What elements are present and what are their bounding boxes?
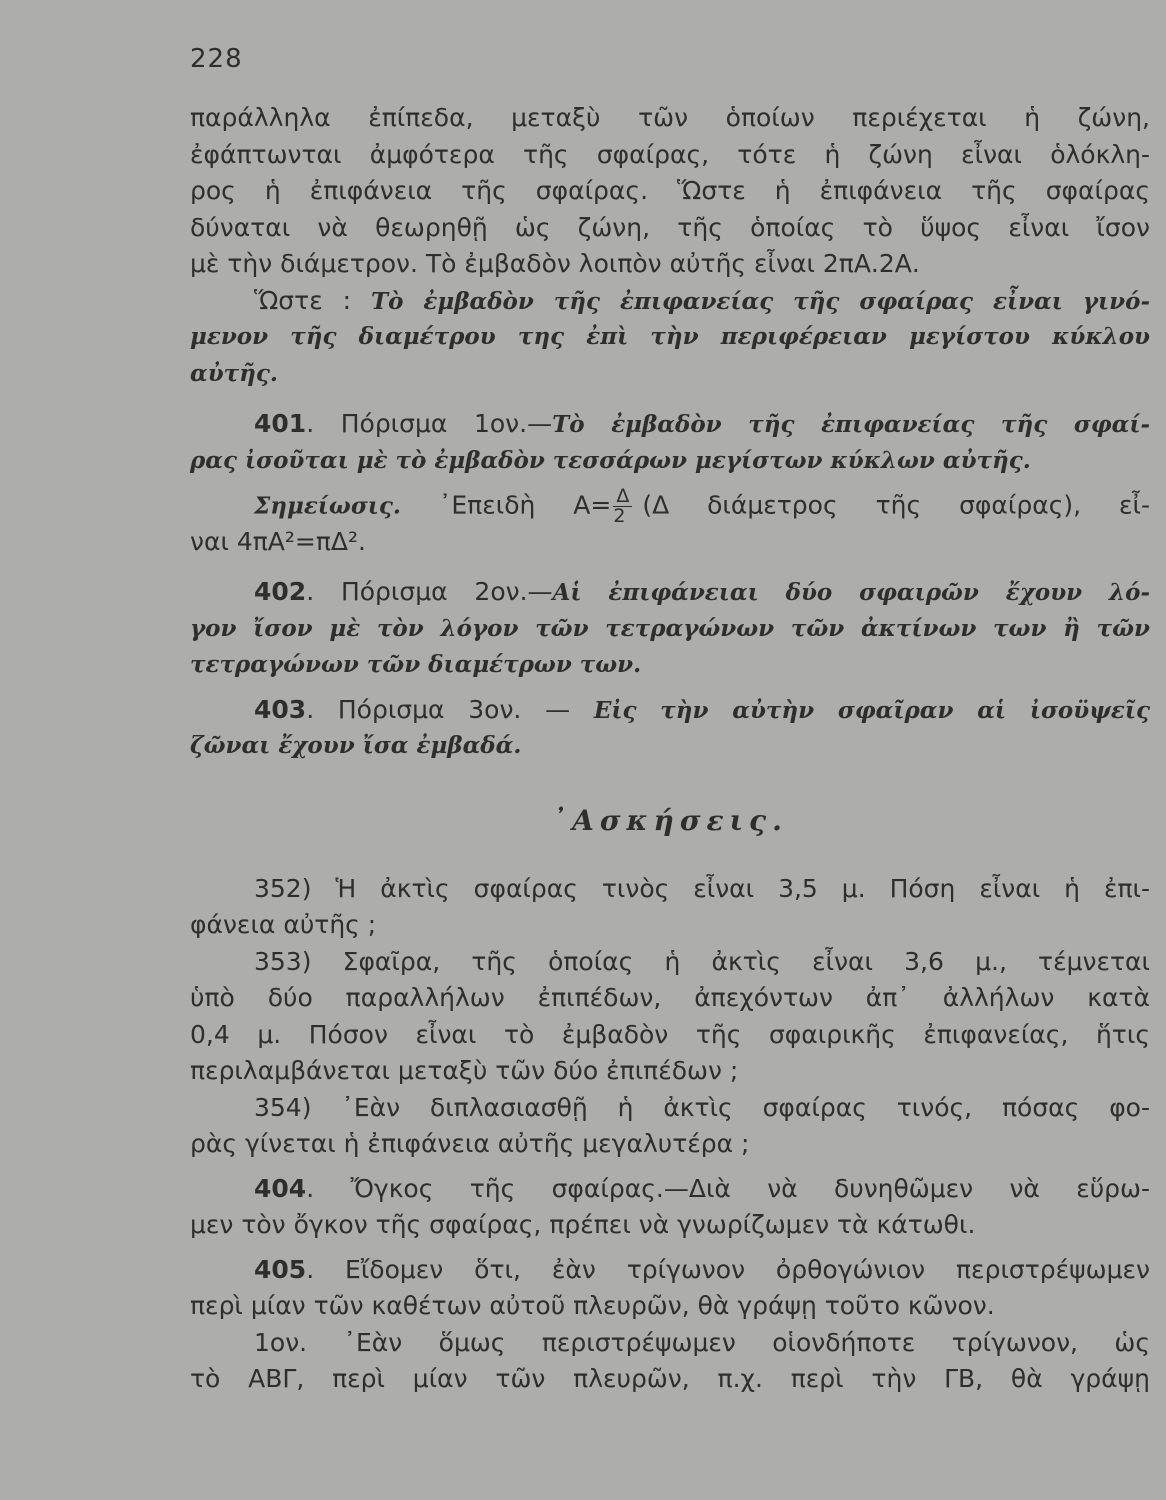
text-line [190, 574, 1150, 611]
corollary-statement: Αἱ ἐπιφάνειαι δύο σφαιρῶν ἔχουν λό- [552, 579, 1150, 606]
text-line [190, 692, 1150, 729]
conclusion-italic: μενον τῆς διαμέτρου της ἐπὶ τὴν περιφέρειαν μεγίστου κύκλου [190, 323, 1150, 350]
paragraph-number: 405 [254, 1254, 307, 1284]
note-text: ᾿Επειδὴ Α= [400, 490, 612, 520]
exercises-heading: ᾿Ασκήσεις. [552, 803, 788, 837]
section-405 [190, 1252, 1150, 1398]
text-line [190, 1171, 1150, 1208]
page-number: 228 [190, 44, 243, 74]
corollary-statement: ζῶναι ἔχουν ἴσα ἐμβαδά. [190, 732, 522, 759]
text-line: ἐφάπτωνται ἀμφότερα τῆς σφαίρας, τότε ἡ ζώνη εἶναι ὁλόκλη- [190, 139, 1150, 169]
corollary-statement: Εἰς τὴν αὐτὴν σφαῖραν αἱ ἰσοϋψεῖς [593, 696, 1150, 724]
note [190, 487, 1150, 560]
text-line: ναι 4πΑ²=πΔ². [190, 526, 367, 556]
text-line: 0,4 μ. Πόσον εἶναι τὸ ἐμβαδὸν τῆς σφαιρικῆς ἐπιφανείας, ἥτις [190, 1019, 1150, 1049]
text-line [190, 406, 1150, 443]
corollary-statement: Τὸ ἐμβαδὸν τῆς ἐπιφανείας τῆς σφαί- [552, 411, 1151, 438]
paragraph-number: 401 [254, 409, 307, 438]
corollary-402 [190, 574, 1150, 684]
section-text: . Εἴδομεν ὅτι, ἐὰν τρίγωνον ὀρθογώνιον περιστρέψωμεν [306, 1254, 1150, 1284]
paragraph-number: 404 [254, 1173, 307, 1203]
section-text: —Διὰ νὰ δυνηθῶμεν νὰ εὕρω- [663, 1173, 1150, 1203]
text-line: ρὰς γίνεται ἡ ἐπιφάνεια αὐτῆς μεγαλυτέρα ; [190, 1129, 750, 1158]
paragraph-number: 402 [254, 577, 307, 606]
corollary-403 [190, 692, 1150, 765]
text-line: τὸ ΑΒΓ, περὶ μίαν τῶν πλευρῶν, π.χ. περὶ τὴν ΓΒ, θὰ γράψῃ [190, 1364, 1150, 1393]
corollary-label: . Πόρισμα 1ον.— [306, 409, 553, 438]
exercise-353 [190, 944, 1150, 1090]
paragraph-intro [190, 100, 1150, 283]
text-line: ρος ἡ ἐπιφάνεια τῆς σφαίρας. Ὥστε ἡ ἐπιφάνεια τῆς σφαίρας [190, 176, 1150, 205]
text-line: 352) Ἡ ἀκτὶς σφαίρας τινὸς εἶναι 3,5 μ. Πόση εἶναι ἡ ἐπι- [254, 873, 1150, 903]
fraction-denominator: 2 [613, 505, 626, 527]
text-line: μεν τὸν ὄγκον τῆς σφαίρας, πρέπει νὰ γνωρίζωμεν τὰ κάτωθι. [190, 1210, 976, 1239]
text-line: φάνεια αὐτῆς ; [190, 910, 377, 939]
text-line: 1ον. ᾿Εὰν ὅμως περιστρέψωμεν οἱονδήποτε τρίγωνον, ὡς [254, 1327, 1150, 1357]
text-line: 353) Σφαῖρα, τῆς ὁποίας ἡ ἀκτὶς εἶναι 3,6 μ., τέμνεται [254, 946, 1150, 976]
text-line: μὲ τὴν διάμετρον. Τὸ ἐμβαδὸν λοιπὸν αὐτῆς εἶναι 2πΑ.2Α. [190, 249, 920, 278]
conclusion-italic: αὐτῆς. [190, 359, 278, 387]
corollary-401 [190, 406, 1150, 479]
corollary-statement: ρας ἰσοῦται μὲ τὸ ἐμβαδὸν τεσσάρων μεγίστων κύκλων αὐτῆς. [190, 446, 1031, 474]
text-line: περιλαμβάνεται μεταξὺ τῶν δύο ἐπιπέδων ; [190, 1056, 739, 1085]
conclusion [190, 283, 1150, 393]
text-line [190, 485, 1150, 527]
note-text: (Δ διάμετρος τῆς σφαίρας), εἶ- [642, 490, 1150, 520]
exercise-354 [190, 1090, 1150, 1163]
corollary-statement: γον ἴσον μὲ τὸν λόγον τῶν τετραγώνων τῶν ἀκτίνων των ἢ τῶν [190, 614, 1150, 642]
corollary-statement: τετραγώνων τῶν διαμέτρων των. [190, 651, 642, 678]
corollary-label: . Πόρισμα 3ον. — [306, 694, 594, 724]
exercise-352 [190, 871, 1150, 944]
conclusion-italic: Τὸ ἐμβαδὸν τῆς ἐπιφανείας τῆς σφαίρας εἶναι γινό- [370, 287, 1150, 315]
conclusion-lead: Ὥστε : [254, 285, 371, 315]
text-line: δύναται νὰ θεωρηθῇ ὡς ζώνη, τῆς ὁποίας τὸ ὕψος εἶναι ἴσον [190, 212, 1150, 242]
text-line: περὶ μίαν τῶν καθέτων αὐτοῦ πλευρῶν, θὰ γράψῃ τοῦτο κῶνον. [190, 1291, 995, 1320]
corollary-label: . Πόρισμα 2ον.— [306, 577, 553, 606]
fraction [613, 487, 632, 526]
text-line [190, 283, 1150, 320]
note-label: Σημείωσις. [254, 492, 401, 520]
text-line: παράλληλα ἐπίπεδα, μεταξὺ τῶν ὁποίων περιέχεται ἡ ζώνη, [190, 103, 1150, 132]
page-body [190, 100, 1150, 1398]
paragraph-number: 403 [254, 694, 307, 724]
fraction-numerator: Δ [613, 487, 632, 507]
text-line: ὑπὸ δύο παραλλήλων ἐπιπέδων, ἀπεχόντων ἀπ᾿ ἀλλήλων κατὰ [190, 983, 1150, 1012]
text-line: 354) ᾿Εὰν διπλασιασθῇ ἡ ἀκτὶς σφαίρας τινός, πόσας φο- [254, 1092, 1150, 1122]
section-404 [190, 1171, 1150, 1244]
text-line [190, 1252, 1150, 1289]
section-title: . Ὄγκος τῆς σφαίρας. [306, 1173, 664, 1203]
